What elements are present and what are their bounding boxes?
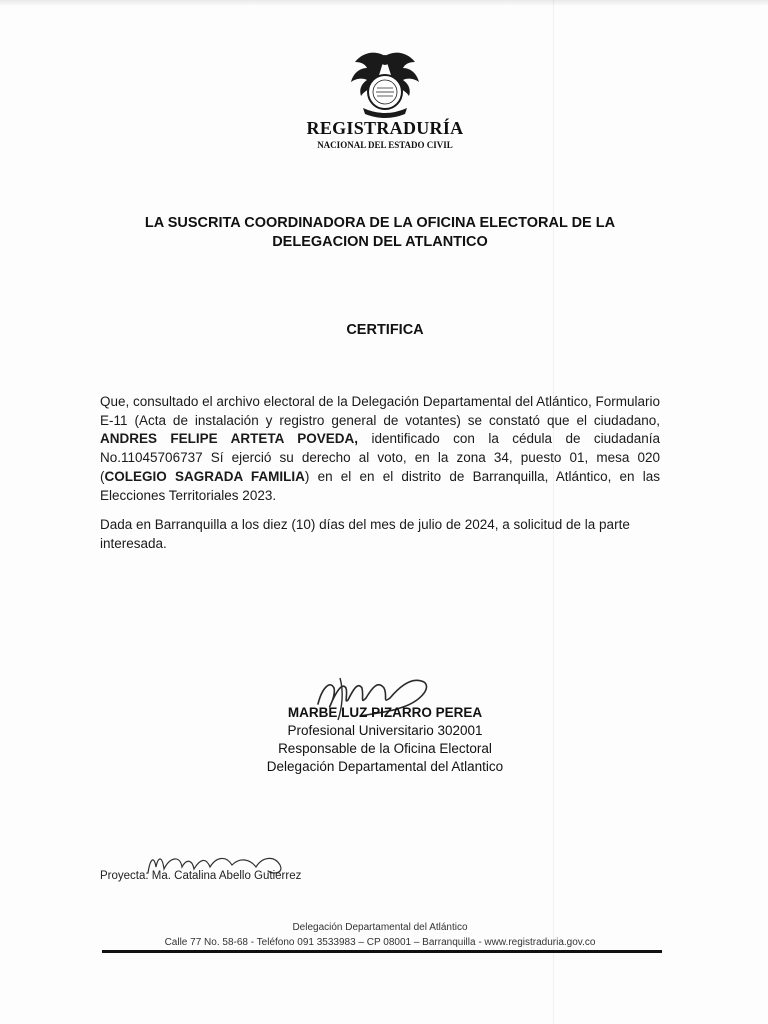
signer-name: MARBE LUZ PIZARRO PEREA [287,705,483,720]
proyecta-line: Proyecta: Ma. Catalina Abello Gutierrez [100,870,302,882]
title-line-2: DELEGACION DEL ATLANTICO [272,234,488,250]
signer-role-1: Profesional Universitario 302001 [287,723,483,738]
body-part-3: ) en el en el distrito de Barranquilla, Atlántico, en las Elecciones Territoriales 2023. [100,468,660,503]
paper-fold-line [553,0,554,1024]
certifica-heading: CERTIFICA [346,322,424,338]
org-name: REGISTRADURÍA [306,118,464,138]
registraduria-eagle-seal-icon [345,48,425,120]
school-name: COLEGIO SAGRADA FAMILIA [104,468,305,484]
footer-office: Delegación Departamental del Atlántico [292,922,468,933]
issue-statement: Dada en Barranquilla a los diez (10) días del mes de julio de 2024, a solicitud de la parte interesada. [100,517,630,551]
signer-role-3: Delegación Departamental del Atlantico [266,759,504,774]
title-line-1: LA SUSCRITA COORDINADORA DE LA OFICINA ELECTORAL DE LA [144,215,616,231]
footer-address: Calle 77 No. 58-68 - Teléfono 091 3533983 – CP 08001 – Barranquilla - www.registraduria.gov.co [164,937,596,948]
body-part-1: Que, consultado el archivo electoral de la Delegación Departamental del Atlántico, Formulario E-11 (Acta de instalación y registro general de votantes) se constató que el ciudadano, [100,394,660,428]
signer-role-2: Responsable de la Oficina Electoral [278,741,492,756]
footer [100,920,660,950]
footer-divider [102,950,662,953]
org-brand [250,118,520,150]
org-subtitle: NACIONAL DEL ESTADO CIVIL [317,140,453,150]
document-title [90,214,670,252]
body-part-2: identificado con la cédula de ciudadanía No.11045706737 Sí ejerció su derecho al voto, en la zona 34, puesto 01, mesa 020 ( [100,431,660,484]
scan-shadow [0,0,768,6]
signer-block [220,704,550,776]
citizen-name: ANDRES FELIPE ARTETA POVEDA, [100,431,359,447]
certificate-body [100,393,660,505]
